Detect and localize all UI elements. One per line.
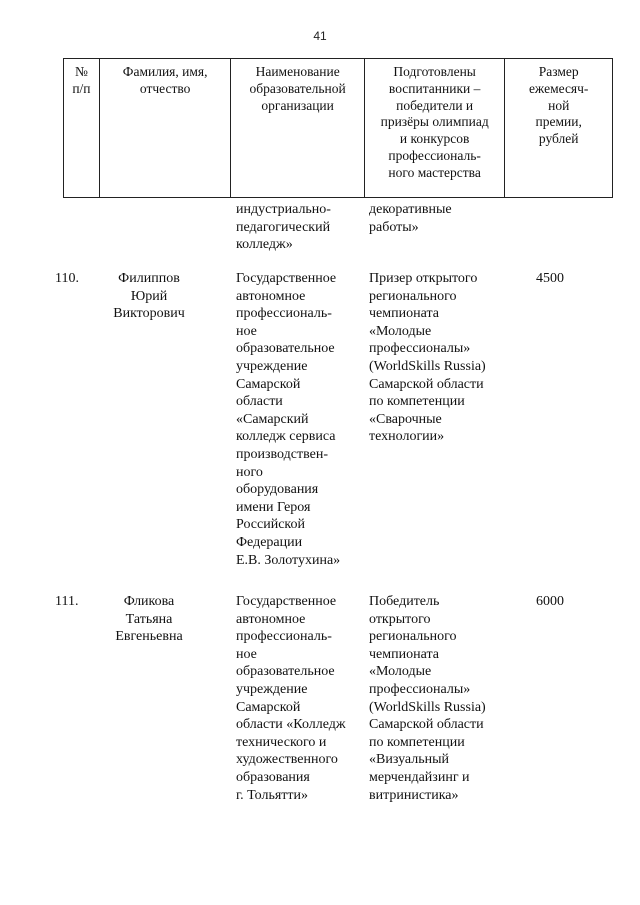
- header-number: № п/п: [64, 59, 100, 197]
- header-achievements: Подготовлены воспитанники – победители и призёры олимпиад и конкурсов профессиональ- ного мастерства: [365, 59, 505, 197]
- continued-achievement: декоративные работы»: [369, 202, 452, 235]
- continued-organization: индустриально- педагогический колледж»: [236, 202, 331, 253]
- row-organization: Государственное автономное профессиональ- ное образовательное учреждение Самарской области «Самарский колледж сервиса производствен- ного оборудования имени Героя Российской Федерации Е.В. Золотухина»: [236, 271, 341, 568]
- row-achievement: Призер открытого регионального чемпионата «Молодые профессионалы» (WorldSkills Russia) Самарской области по компетенции «Сварочные технологии»: [369, 271, 486, 445]
- table-header: [63, 58, 613, 198]
- header-organization: Наименование образовательной организации: [231, 59, 365, 197]
- row-achievement: Победитель открытого регионального чемпионата «Молодые профессионалы» (WorldSkills Russia) Самарской области по компетенции «Визуальный мерчендайзинг и витринистика»: [369, 594, 486, 803]
- row-full-name: Филиппов Юрий Викторович: [113, 271, 185, 322]
- header-full-name: Фамилия, имя, отчество: [100, 59, 232, 197]
- page-number: 41: [313, 29, 327, 43]
- row-full-name: Фликова Татьяна Евгеньевна: [115, 594, 183, 645]
- header-prize-amount: Размер ежемесяч- ной премии, рублей: [528, 64, 589, 147]
- row-number: 111.: [55, 594, 79, 609]
- row-organization: Государственное автономное профессиональ- ное образовательное учреждение Самарской области «Колледж технического и художественного образования г. Тольятти»: [236, 594, 346, 803]
- row-prize: 4500: [536, 271, 564, 286]
- row-number: 110.: [55, 271, 79, 286]
- row-prize: 6000: [536, 594, 564, 609]
